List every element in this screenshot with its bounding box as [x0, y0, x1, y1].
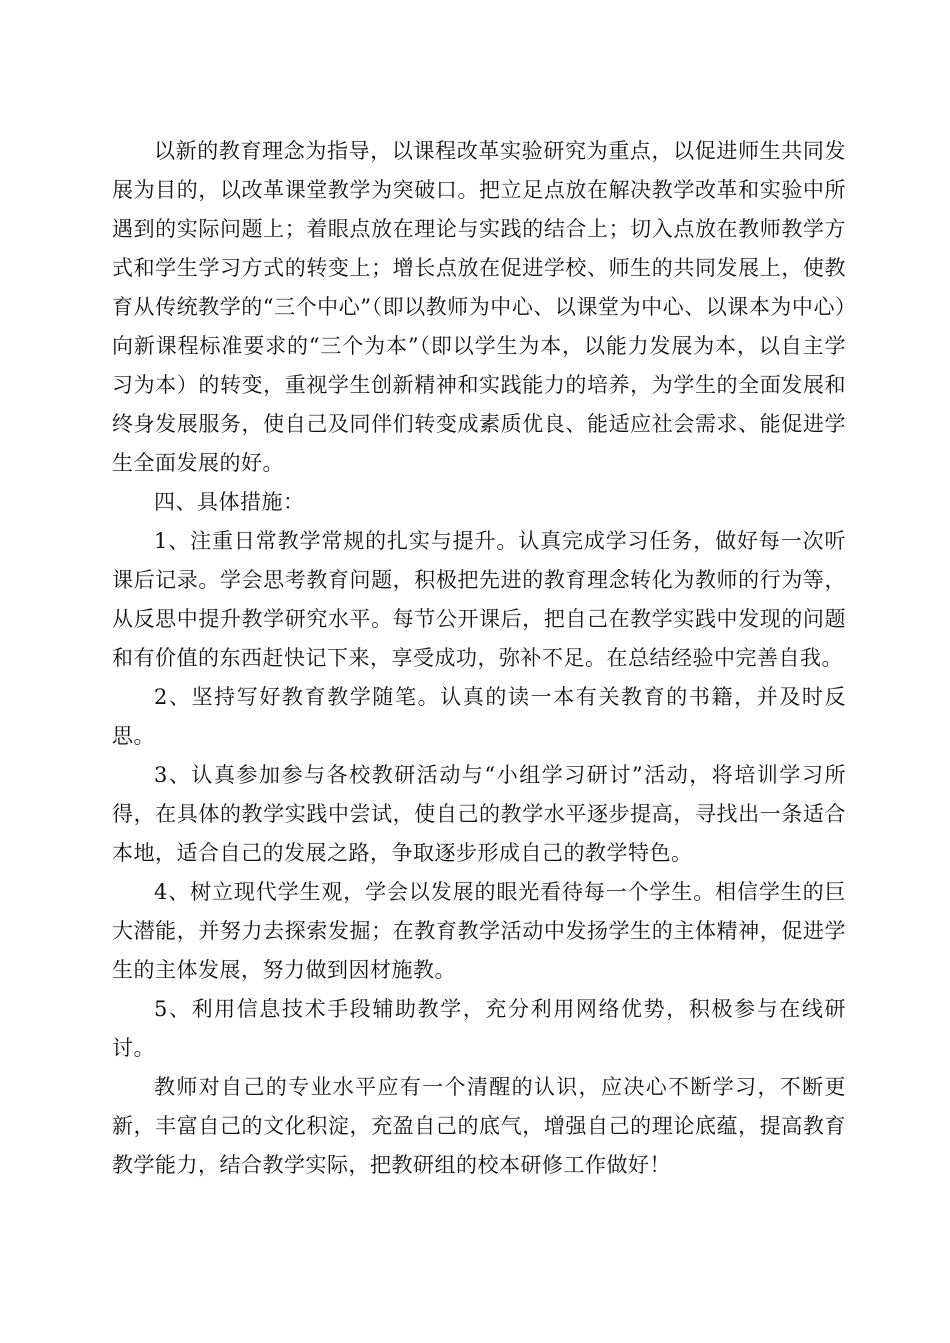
- paragraph-measure-2: 2、坚持写好教育教学随笔。认真的读一本有关教育的书籍，并及时反思。: [112, 685, 846, 748]
- paragraph-measure-4: 4、树立现代学生观，学会以发展的眼光看待每一个学生。相信学生的巨大潜能，并努力去探索发掘；在教育教学活动中发扬学生的主体精神，促进学生的主体发展，努力做到因材施教。: [112, 880, 846, 982]
- paragraph-conclusion: 教师对自己的专业水平应有一个清醒的认识，应决心不断学习，不断更新，丰富自己的文化积淀，充盈自己的底气，增强自己的理论底蕴，提高教育教学能力，结合教学实际，把教研组的校本研修工作做好！: [112, 1075, 846, 1177]
- paragraph-measure-3: 3、认真参加参与各校教研活动与“小组学习研讨”活动，将培训学习所得，在具体的教学实践中尝试，使自己的教学水平逐步提高，寻找出一条适合本地，适合自己的发展之路，争取逐步形成自己的教学特色。: [112, 763, 846, 865]
- paragraph-guiding-principle: 以新的教育理念为指导，以课程改革实验研究为重点，以促进师生共同发展为目的，以改革课堂教学为突破口。把立足点放在解决教学改革和实验中所遇到的实际问题上；着眼点放在理论与实践的结合上；切入点放在教师教学方式和学生学习方式的转变上；增长点放在促进学校、师生的共同发展上，使教育从传统教学的“三个中心”（即以教师为中心、以课堂为中心、以课本为中心）向新课程标准要求的“三个为本”（即以学生为本，以能力发展为本，以自主学习为本）的转变，重视学生创新精神和实践能力的培养，为学生的全面发展和终身发展服务，使自己及同伴们转变成素质优良、能适应社会需求、能促进学生全面发展的好。: [112, 139, 846, 475]
- paragraph-measure-1: 1、注重日常教学常规的扎实与提升。认真完成学习任务，做好每一次听课后记录。学会思考教育问题，积极把先进的教育理念转化为教师的行为等，从反思中提升教学研究水平。每节公开课后，把自己在教学实践中发现的问题和有价值的东西赶快记下来，享受成功，弥补不足。在总结经验中完善自我。: [112, 529, 846, 670]
- document-page: [112, 132, 846, 1185]
- heading-specific-measures: 四、具体措施：: [154, 490, 305, 514]
- paragraph-measure-5: 5、利用信息技术手段辅助教学，充分利用网络优势，积极参与在线研讨。: [112, 997, 846, 1060]
